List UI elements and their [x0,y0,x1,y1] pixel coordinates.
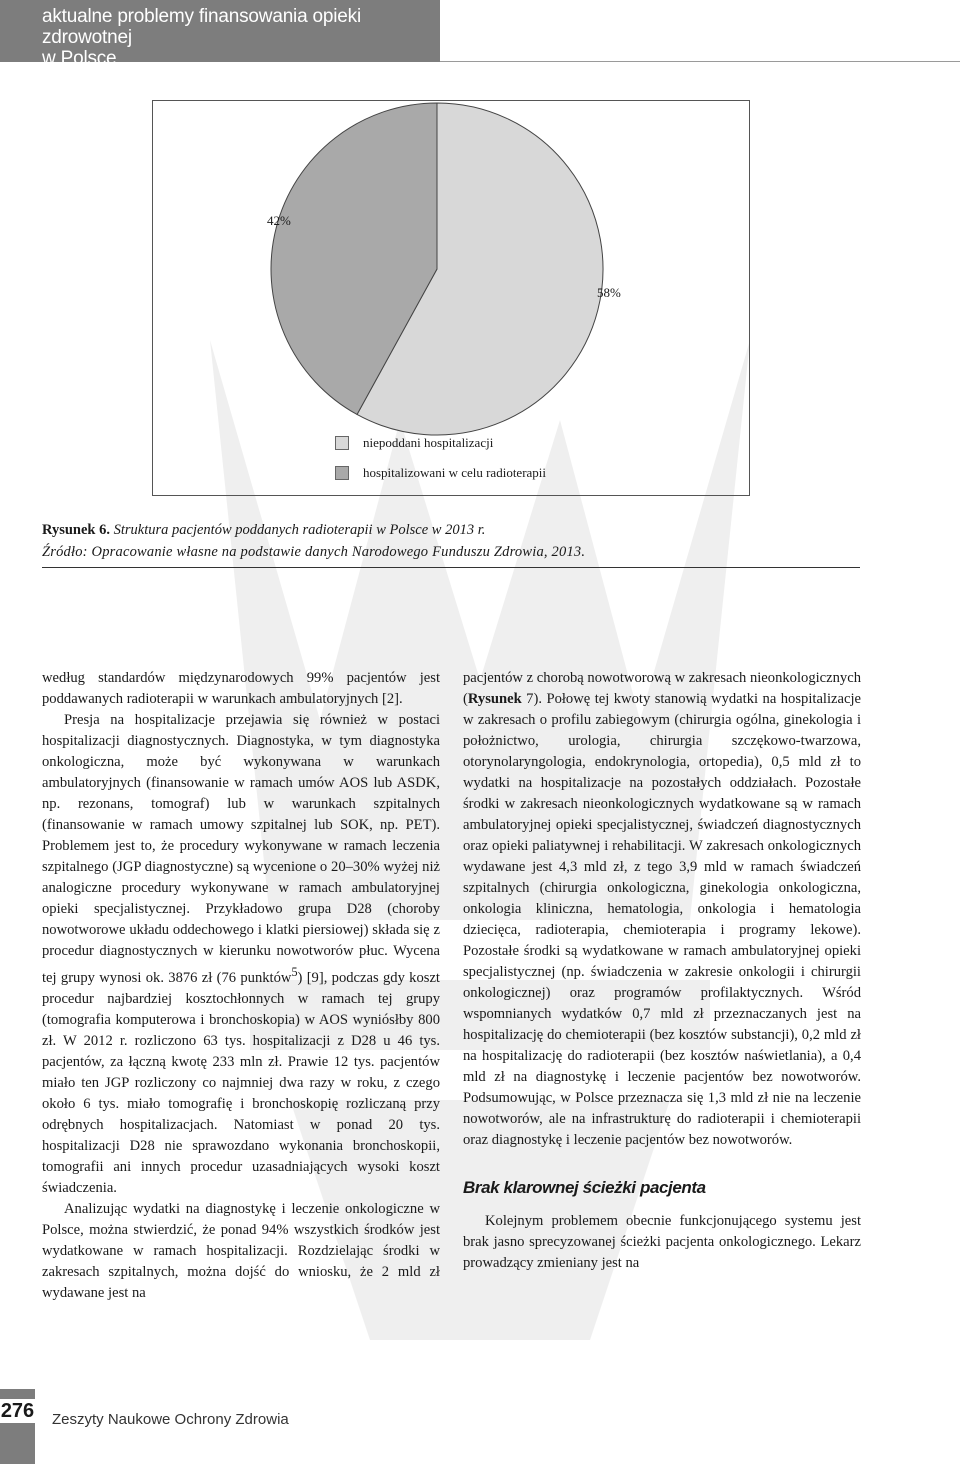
paragraph-text: 7). Połowę tej kwoty stanowią wydatki na hospitalizacje w zakresach o profilu zabiegowym (chirurgia ogólna, ginekologia i położnictwo, urologia, chirurgia szczękowo-twarzowa, otorynolaryngologia, endokrynologia, ortopedia), 0,5 mld zł to wydatki na hospitalizacje na pozostałych oddziałach. Pozostałe środki w zakresach nieonkologicznych wydatkowane są w ramach ambulatoryjnej opieki specjalistycznej, świadczeń diagnostycznych oraz opieki paliatywnej i rehabilitacji. W zakresach onkologicznych wydawane jest 4,3 mld zł, z tego 3,9 mld w ramach świadczeń szpitalnych (chirurgia onkologiczna, ginekologia onkologiczna, onkologia kliniczna, hematologia, onkologia i hematologia dziecięca, radioterapia, chemioterapia i programy lekowe). Pozostałe środki są wydatkowane w ramach ambulatoryjnej opieki specjalistycznej (np. świadczenia w zakresie onkologii i chirurgii onkologicznej) oraz programów profilaktycznych. Wśród wspomnianych wydatków 0,7 mld zł przeznaczanych jest na hospitalizację do chemioterapii (bez kosztów substancji), 0,2 mld zł na hospitalizację do radioterapii (bez kosztów naświetlania), a 0,4 mld zł na diagnostykę i leczenie pacjentów bez nowotworów. Podsumowując, w Polsce przeznacza się 1,3 mld zł nie na leczenie nowotworów, ale na infrastrukturę do radioterapii i chemioterapii oraz diagnostykę i leczenie pacjentów bez nowotworów. [463,691,861,1148]
footnote-marker: 5 [291,965,298,979]
left-column [42,668,440,1304]
running-header-line-2: w Polsce [42,48,117,69]
figure-source: Źródło: Opracowanie własne na podstawie danych Narodowego Funduszu Zdrowia, 2013. [42,544,586,560]
paragraph-text: pacjentów z chorobą nowotworową w zakresach nieonkologicznych ( [463,670,861,707]
paragraph-text: ) [9], podczas gdy koszt procedur najbardziej kosztochłonnych w ramach tej grupy (tomografia komputerowa i bronchoskopia) w AOS wyniósłby 800 zł. W 2012 r. rozliczono 63 tys. hospitalizacji z D28 u 46 tys. pacjentów, za łączną kwotę 233 mln zł. Prawie 12 tys. pacjentów miało ten JGP rozliczony co najmniej dwa razy w roku, z czego około 6 tys. miało tomografię i bronchoskopię rozliczaną przy odrębnych hospitalizacjach. Natomiast w ponad 20 tys. hospitalizacji D28 nie sprawozdano wykonania bronchoskopii, tomografii ani innych procedur uzasadniających wysoki koszt świadczenia. [42,969,440,1196]
legend-item [335,428,546,458]
paragraph: według standardów międzynarodowych 99% pacjentów jest poddawanych radioterapii w warunkach ambulatoryjnych [2]. [42,670,440,707]
figure-label: Rysunek 6. [42,522,110,538]
paragraph: Kolejnym problemem obecnie funkcjonującego systemu jest brak jasno sprecyzowanej ścieżki pacjenta onkologicznego. Lekarz prowadzący zmieniany jest na [463,1213,861,1271]
paragraph-text: Presja na hospitalizacje przejawia się również w postaci hospitalizacji diagnostycznych. Diagnostyka, w tym diagnostyka onkologiczna, może być wykonywana w warunkach ambulatoryjnych (finansowanie w ramach umów AOS lub ASDK, np. rezonans, tomograf) lub w warunkach szpitalnych (finansowanie w ramach umowy szpitalnej lub SOK, np. PET). Problemem jest to, że procedury wykonywane w ramach leczenia szpitalnego (JGP diagnostyczne) są wycenione o 20–30% wyżej niż analogiczne procedury wykonywane w ramach ambulatoryjnej opieki specjalistycznej. Przykładowo grupa D28 (choroby nowotworowe układu oddechowego i klatki piersiowej) składa się z procedur diagnostycznych w kierunku nowotworów płuc. Wycena tej grupy wynosi ok. 3876 zł (76 punktów [42,712,440,986]
legend-swatch-light [335,436,349,450]
paragraph: Analizując wydatki na diagnostykę i leczenie onkologiczne w Polsce, można stwierdzić, że ponad 94% wszystkich środków jest wydatkowane w ramach hospitalizacji. Rozdzielając środki w zakresach szpitalnych, można dojść do wniosku, że 2 mld zł wydawane jest na [42,1200,440,1301]
pie-slice-label: 58% [597,285,621,300]
paragraph [463,668,861,1151]
caption-rule [42,567,860,568]
running-header-line-1: aktualne problemy finansowania opieki zdrowotnej [42,6,361,48]
journal-name: Zeszyty Naukowe Ochrony Zdrowia [52,1411,289,1428]
chart-legend [335,428,546,488]
header-rule [440,61,960,62]
figure-caption [42,519,862,563]
pie-slice-label: 42% [267,213,291,228]
legend-swatch-dark [335,466,349,480]
figure-frame [152,100,750,496]
paragraph [42,710,440,1199]
figure-caption-title [42,519,862,541]
running-header [0,0,440,69]
page-number: 276 [0,1400,35,1422]
legend-label: hospitalizowani w celu radioterapii [363,465,547,480]
right-column [463,668,861,1274]
section-heading: Brak klarownej ścieżki pacjenta [463,1178,706,1197]
figure-reference: Rysunek [467,691,522,707]
legend-item [335,458,546,488]
figure-title: Struktura pacjentów poddanych radioterapii w Polsce w 2013 r. [113,522,486,538]
legend-label: niepoddani hospitalizacji [363,435,494,450]
